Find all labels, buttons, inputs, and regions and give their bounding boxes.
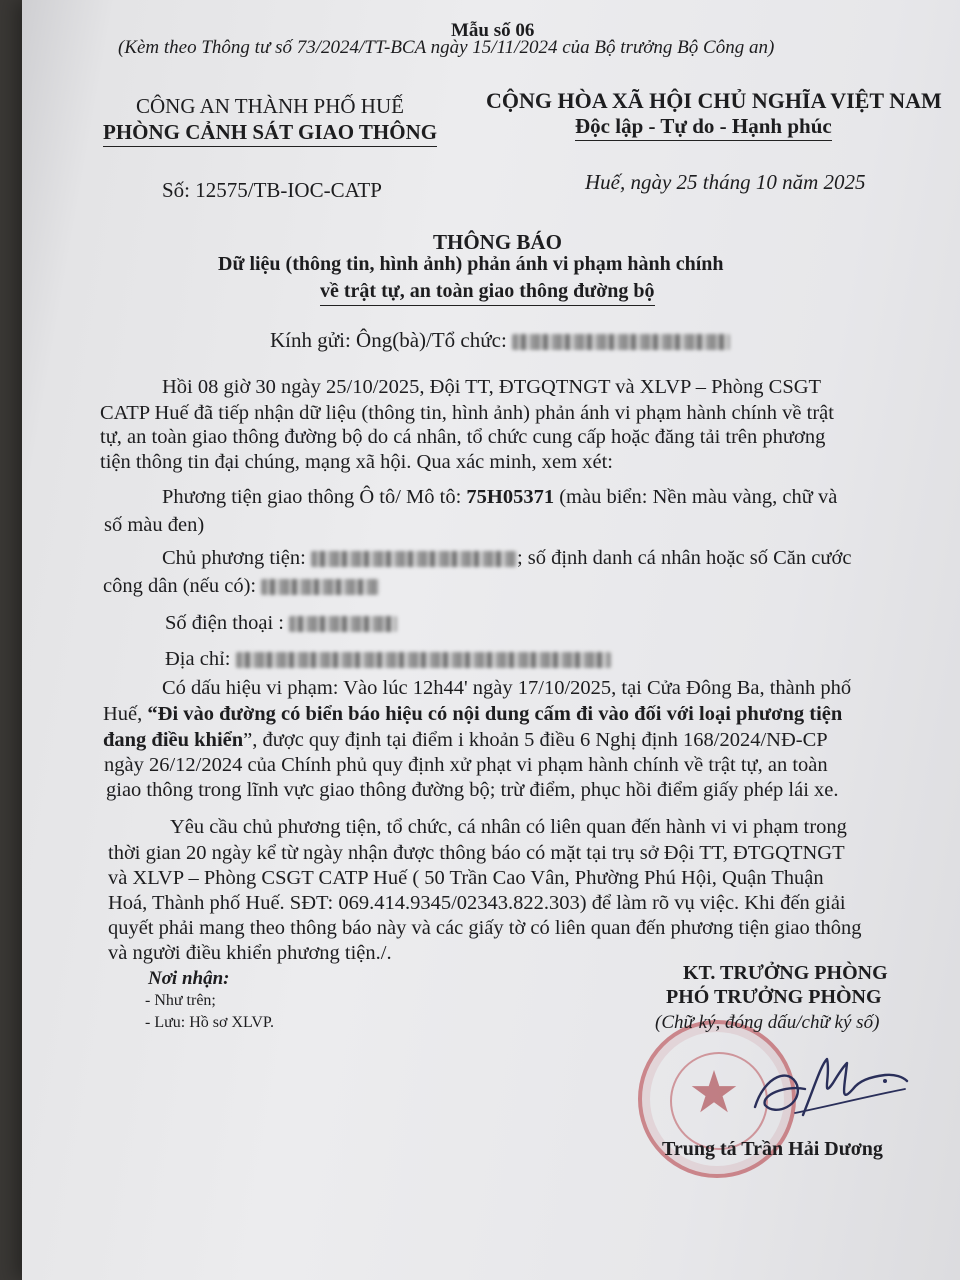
form-reference: (Kèm theo Thông tư số 73/2024/TT-BCA ngày 15/11/2024 của Bộ trưởng Bộ Công an): [118, 37, 775, 58]
owner-line-2: [103, 575, 379, 598]
agency-name: CÔNG AN THÀNH PHỐ HUẾ: [136, 94, 404, 118]
notice-title: THÔNG BÁO: [433, 230, 562, 254]
seal-star-icon: ★: [688, 1060, 740, 1125]
violation-line-5: giao thông trong lĩnh vực giao thông đường bộ; trừ điểm, phục hồi điểm giấy phép lái xe.: [106, 779, 839, 801]
owner-line: [162, 547, 851, 570]
request-line-2: thời gian 20 ngày kể từ ngày nhận được thông báo có mặt tại trụ sở Đội TT, ĐTGQTNGT: [108, 842, 845, 864]
document-number: Số: 12575/TB-IOC-CATP: [162, 178, 382, 202]
redacted-id-number: [261, 579, 379, 595]
request-line-5: quyết phải mang theo thông báo này và các giấy tờ có liên quan đến phương tiện giao thông: [108, 917, 862, 939]
violation-line-1: Có dấu hiệu vi phạm: Vào lúc 12h44' ngày 17/10/2025, tại Cửa Đông Ba, thành phố: [162, 677, 852, 699]
motto-text: Độc lập - Tự do - Hạnh phúc: [575, 114, 832, 141]
owner-rest: ; số định danh cá nhân hoặc số Căn cước: [516, 547, 852, 569]
violation-place: Huế,: [103, 703, 148, 725]
department-name: [103, 120, 437, 145]
notice-subtitle-1: Dữ liệu (thông tin, hình ảnh) phản ánh vi phạm hành chính: [218, 253, 724, 275]
request-line-4: Hoá, Thành phố Huế. SĐT: 069.414.9345/02343.822.303) để làm rõ vụ việc. Khi đến giải: [108, 892, 846, 914]
violation-behavior-1: “Đi vào đường có biển báo hiệu có nội dung cấm đi vào đối với loại phương tiện: [147, 703, 843, 725]
violation-line-2: [103, 703, 842, 726]
subtitle-2-text: về trật tự, an toàn giao thông đường bộ: [320, 280, 655, 306]
handwritten-signature: [735, 1045, 915, 1135]
para1-line-4: tiện thông tin đại chúng, mạng xã hội. Qua xác minh, xem xét:: [100, 451, 613, 473]
national-motto: [575, 114, 832, 139]
signature-title-2: PHÓ TRƯỞNG PHÒNG: [666, 986, 882, 1008]
vehicle-line: [162, 486, 837, 509]
signature-note: (Chữ ký, đóng dấu/chữ ký số): [655, 1012, 880, 1033]
form-number: Mẫu số 06: [451, 20, 535, 41]
para1-line-3: tự, an toàn giao thông đường bộ do cá nhân, tổ chức cung cấp hoặc đăng tải trên phương: [100, 426, 826, 448]
license-plate: 75H05371: [466, 486, 555, 508]
recipients-item-2: - Lưu: Hồ sơ XLVP.: [145, 1014, 274, 1031]
vehicle-prefix: Phương tiện giao thông Ô tô/ Mô tô:: [162, 486, 467, 508]
address-label: Địa chỉ:: [165, 648, 236, 670]
department-label: PHÒNG CẢNH SÁT GIAO THÔNG: [103, 120, 437, 147]
violation-regulation: ”, được quy định tại điểm i khoản 5 điều 6 Nghị định 168/2024/NĐ-CP: [243, 729, 828, 751]
address-line: [165, 648, 611, 671]
notice-subtitle-2: [320, 280, 655, 303]
violation-behavior-2: đang điều khiển: [103, 729, 244, 751]
phone-label: Số điện thoại :: [165, 612, 290, 634]
signature-title-1: KT. TRƯỞNG PHÒNG: [683, 962, 888, 984]
request-line-6: và người điều khiển phương tiện./.: [108, 942, 392, 964]
redacted-address: [236, 652, 611, 668]
phone-line: [165, 612, 397, 635]
owner-id-label: công dân (nếu có):: [103, 575, 262, 597]
signer-name: Trung tá Trần Hải Dương: [662, 1138, 883, 1160]
redacted-phone: [289, 616, 397, 632]
request-line-3: và XLVP – Phòng CSGT CATP Huế ( 50 Trần Cao Vân, Phường Phú Hội, Quận Thuận: [108, 867, 824, 889]
violation-line-4: ngày 26/12/2024 của Chính phủ quy định xử phạt vi phạm hành chính về trật tự, an toàn: [104, 754, 828, 776]
recipient-label: Kính gửi: Ông(bà)/Tổ chức:: [270, 328, 507, 352]
redacted-owner-name: [311, 551, 517, 567]
recipients-label: Nơi nhận:: [148, 968, 230, 989]
redacted-recipient: [512, 334, 730, 350]
vehicle-suffix: (màu biển: Nền màu vàng, chữ và: [554, 486, 838, 508]
recipient-line: [270, 328, 730, 353]
nation-name: CỘNG HÒA XÃ HỘI CHỦ NGHĨA VIỆT NAM: [486, 88, 942, 113]
owner-label: Chủ phương tiện:: [162, 547, 311, 569]
vehicle-line-2: số màu đen): [104, 514, 205, 536]
place-date: Huế, ngày 25 tháng 10 năm 2025: [585, 170, 866, 194]
request-line-1: Yêu cầu chủ phương tiện, tổ chức, cá nhân có liên quan đến hành vi vi phạm trong: [170, 816, 847, 838]
para1-line-1: Hồi 08 giờ 30 ngày 25/10/2025, Đội TT, ĐTGQTNGT và XLVP – Phòng CSGT: [162, 376, 822, 398]
recipients-item-1: - Như trên;: [145, 992, 216, 1009]
para1-line-2: CATP Huế đã tiếp nhận dữ liệu (thông tin, hình ảnh) phản ánh vi phạm hành chính về trật: [100, 402, 834, 424]
violation-line-3: [103, 729, 828, 752]
